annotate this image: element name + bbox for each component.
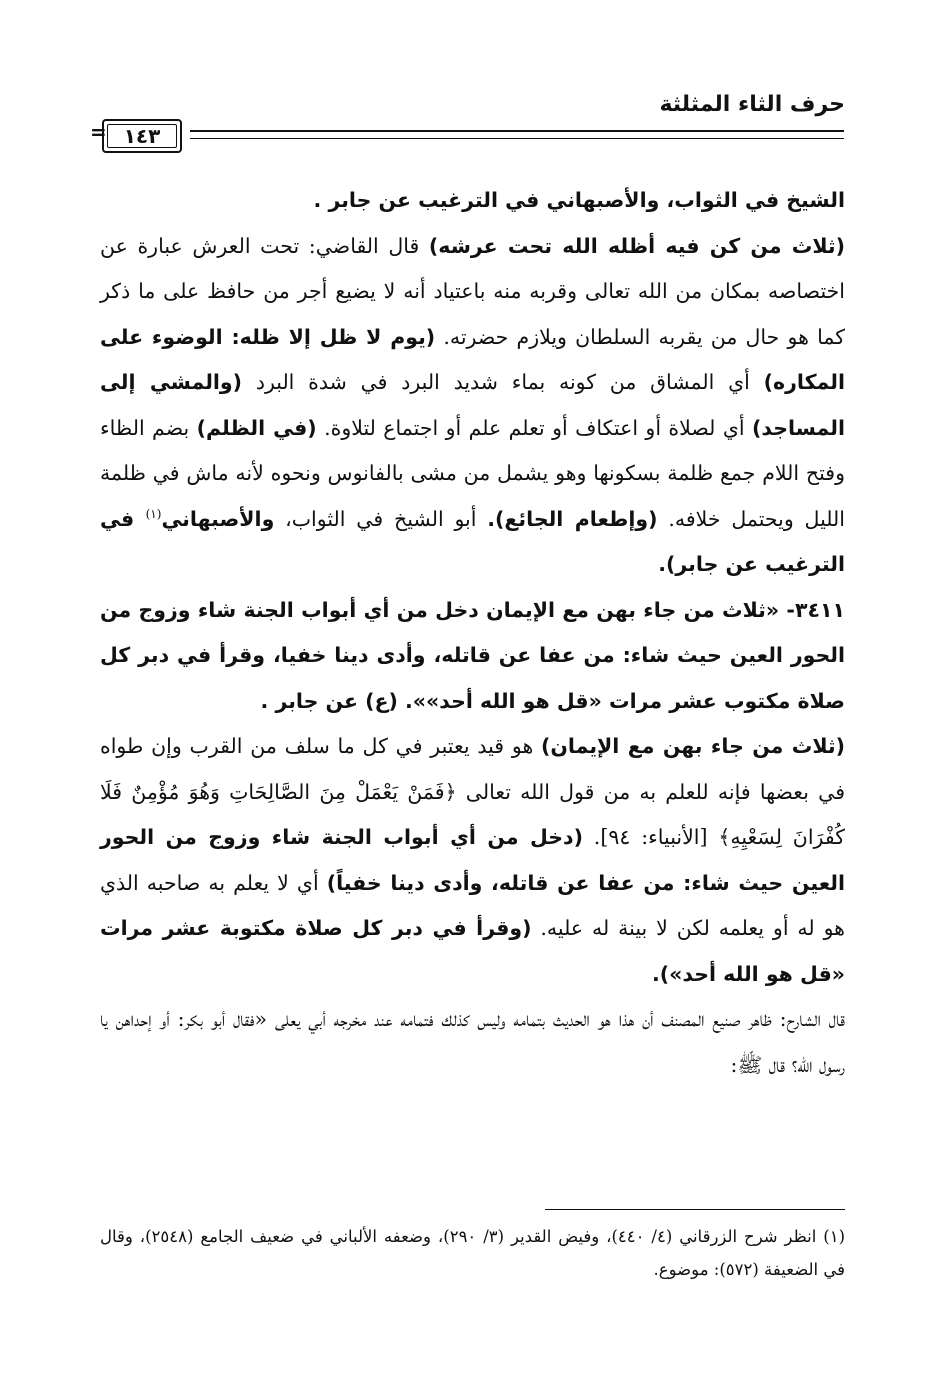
text-run: قال القاضي: تحت العرش عبارة عن اختصاصه بمكان من الله تعالى وقربه منه باعتياد أنه لا يضيع أجر من حافظ على ما ذكر كما هو حال من يقربه السلطان ويلازم حضرته. (100, 233, 845, 349)
bold-text: (يوم لا ظل إلا ظله: الوضوء على المكاره) (100, 324, 845, 394)
footnote: (١) انظر شرح الزرقاني (٤/ ٤٤٠)، وفيض القدير (٣/ ٢٩٠)، وضعفه الألباني في ضعيف الجامع (٢٥٤٨)، وقال في الضعيفة (٥٧٢): موضوع. (100, 1227, 845, 1279)
bold-text: ٣٤١١- «ثلاث من جاء بهن مع الإيمان دخل من أي أبواب الجنة شاء وزوج من الحور العين حيث شاء: من عفا عن قاتله، وأدى دينا خفيا، وقرأ في دبر كل صلاة مكتوب عشر مرات «قل هو الله أحد»». (ع) عن جابر . (100, 597, 845, 713)
bold-text: (والمشي إلى المساجد) (100, 370, 845, 440)
bold-text: (وقرأ في دبر كل صلاة مكتوبة عشر مرات «قل هو الله أحد»). (100, 916, 845, 986)
bold-text: (ثلاث من جاء بهن مع الإيمان) (541, 734, 846, 758)
text-run: بضم الظاء وفتح اللام جمع ظلمة بسكونها وهو يشمل من مشى بالفانوس ونحوه لأنه ماش في ظلمة الليل ويحتمل خلافه. (100, 415, 845, 531)
footnote-separator (545, 1209, 845, 1210)
bold-text: والأصبهاني (161, 506, 275, 531)
text-run: أي المشاق من كونه بماء شديد البرد في شدة البرد (242, 370, 764, 394)
paragraph (100, 997, 845, 1088)
header-rule-line-bottom (190, 138, 844, 139)
paragraph (100, 724, 845, 997)
running-header-title: حرف الثاء المثلثة (659, 92, 845, 117)
bold-text: (دخل من أي أبواب الجنة شاء وزوج من الحور العين حيث شاء: من عفا عن قاتله، وأدى دينا خفياً) (100, 825, 845, 895)
page-number-box (102, 119, 182, 153)
paragraph (100, 588, 845, 725)
bold-text: في الترغيب عن جابر). (100, 506, 845, 576)
header-rule-line-top (190, 130, 844, 132)
bold-text: (وإطعام الجائع). (487, 506, 658, 531)
bold-text: الشيخ في الثواب، والأصبهاني في الترغيب عن جابر . (313, 188, 845, 212)
text-run: أي لصلاة أو اعتكاف أو تعلم علم أو اجتماع لتلاوة. (316, 415, 752, 440)
header-marker: = (90, 120, 107, 144)
header-rule (92, 118, 844, 160)
bold-text: (ثلاث من كن فيه أظله الله تحت عرشه) (428, 233, 845, 258)
footnotes (100, 1220, 845, 1286)
footnote-ref: (١) (145, 506, 162, 521)
text-run: قال الشارح: ظاهر صنيع المصنف أن هذا هو الحديث بتمامه وليس كذلك فتمامه عند مخرجه أبي يعلى «فقال أبو بكر: أو إحداهن يا رسول الله؟ قال ﷺ: (100, 1007, 845, 1077)
text-run: هو قيد يعتبر في كل ما سلف من القرب وإن طواه في بعضها فإنه للعلم به من قول الله تعالى ﴿فَمَنْ يَعْمَلْ مِنَ الصَّالِحَاتِ وَهُوَ مُؤْمِنٌ فَلَا كُفْرَانَ لِسَعْيِهِ﴾ [الأنبياء: ٩٤]. (100, 734, 845, 849)
text-run: أبو الشيخ في الثواب، (274, 506, 488, 531)
bold-text: (في الظلم) (196, 415, 317, 440)
paragraph (100, 178, 845, 224)
main-text (100, 178, 845, 1088)
text-run: أي لا يعلم به صاحبه الذي هو له أو يعلمه لكن لا بينة له عليه. (100, 870, 845, 940)
paragraph (100, 224, 845, 588)
page-number: ١٤٣ (123, 124, 161, 148)
